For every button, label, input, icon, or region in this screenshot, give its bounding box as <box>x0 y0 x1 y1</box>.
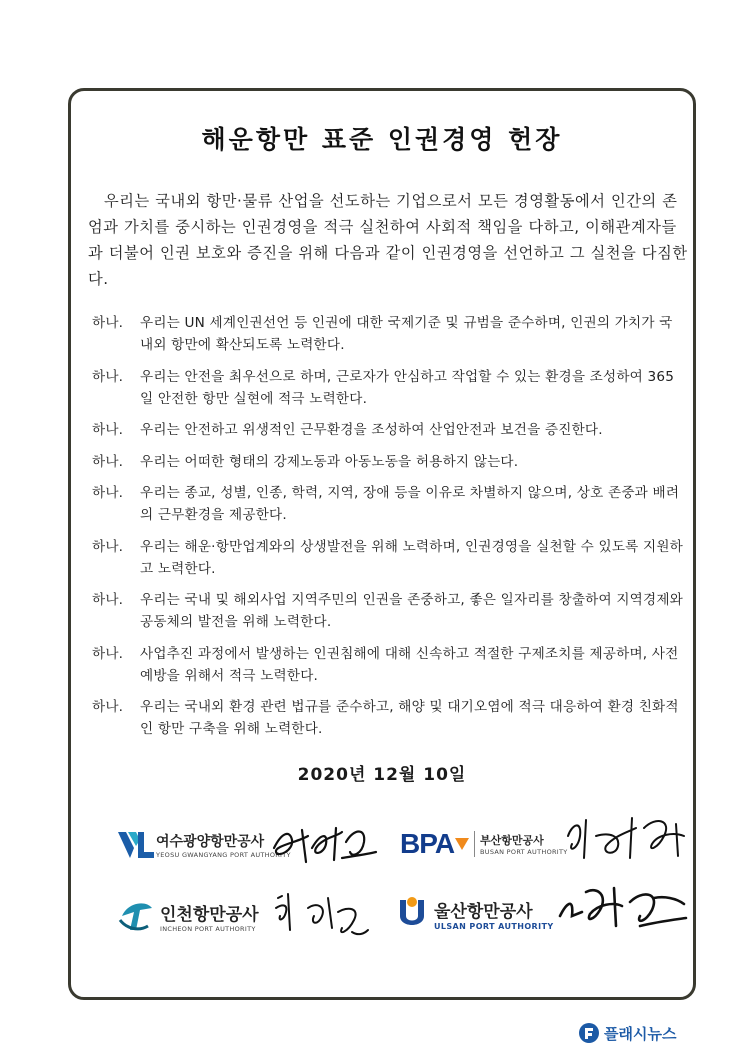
pledge-marker: 하나. <box>92 422 124 438</box>
yeosu-logo-icon <box>118 830 154 860</box>
signature-incheon <box>268 888 372 944</box>
pledge-marker: 하나. <box>92 485 124 501</box>
ulsan-logo-icon <box>396 894 428 934</box>
declaration-date: 2020년 12월 10일 <box>297 765 467 785</box>
bpa-name: 부산항만공사 <box>480 834 544 847</box>
bpa-logo <box>400 828 568 860</box>
incheon-name: 인천항만공사 <box>160 904 259 925</box>
incheon-logo <box>118 898 259 934</box>
preamble-text: 우리는 국내외 항만·물류 산업을 선도하는 기업으로서 모든 경영활동에서 인간의 존엄과 가치를 중시하는 인권경영을 적극 실천하여 사회적 책임을 다하고, 이해관계자들과 더불어 인권 보호와 증진을 위해 다음과 같이 인권경영을 선언하고 그 실천을 다짐한다. <box>88 192 688 288</box>
ulsan-name: 울산항만공사 <box>434 902 533 922</box>
pledge-item <box>92 589 684 633</box>
flash-news-logo-icon <box>578 1022 600 1044</box>
pledge-item <box>92 482 684 526</box>
bpa-accent-icon <box>455 836 469 852</box>
pledge-text: 우리는 국내 및 해외사업 지역주민의 인권을 존중하고, 좋은 일자리를 창출하여 지역경제와 공동체의 발전을 위해 노력한다. <box>140 592 683 630</box>
pledge-item <box>92 696 684 740</box>
pledge-item <box>92 419 684 441</box>
pledge-item <box>92 366 684 410</box>
bpa-logo-icon: BPA <box>400 828 455 859</box>
pledge-marker: 하나. <box>92 368 124 385</box>
pledge-text: 우리는 안전하고 위생적인 근무환경을 조성하여 산업안전과 보건을 증진한다. <box>140 422 603 438</box>
yeosu-logo <box>118 830 291 860</box>
pledge-text: 우리는 해운·항만업계와의 상생발전을 위해 노력하며, 인권경영을 실천할 수 있도록 지원하고 노력한다. <box>140 538 683 577</box>
pledge-text: 우리는 종교, 성별, 인종, 학력, 지역, 장애 등을 이유로 차별하지 않으며, 상호 존중과 배려의 근무환경을 제공한다. <box>140 485 680 523</box>
pledge-text: 우리는 국내외 환경 관련 법규를 준수하고, 해양 및 대기오염에 적극 대응하여 환경 친화적인 항만 구축을 위해 노력한다. <box>140 699 679 737</box>
signature-busan <box>562 806 694 866</box>
pledge-text: 우리는 안전을 최우선으로 하며, 근로자가 안심하고 작업할 수 있는 환경을 조성하여 365일 안전한 항만 실현에 적극 노력한다. <box>140 368 675 407</box>
flash-news-brand: 플래시뉴스 <box>604 1024 677 1043</box>
ulsan-logo <box>396 894 554 934</box>
pledge-marker: 하나. <box>92 645 124 662</box>
yeosu-name-en: YEOSU GWANGYANG PORT AUTHORITY <box>156 851 291 859</box>
pledge-text: 우리는 어떠한 형태의 강제노동과 아동노동을 허용하지 않는다. <box>140 453 519 470</box>
pledge-marker: 하나. <box>92 453 124 470</box>
page-title: 해운항만 표준 인권경영 헌장 <box>201 125 563 154</box>
incheon-logo-icon <box>118 898 156 934</box>
ulsan-name-en: ULSAN PORT AUTHORITY <box>434 922 554 931</box>
pledge-marker: 하나. <box>92 699 124 715</box>
pledge-marker: 하나. <box>92 538 124 555</box>
pledge-item <box>92 312 684 356</box>
bpa-name-en: BUSAN PORT AUTHORITY <box>480 848 568 856</box>
yeosu-name: 여수광양항만공사 <box>156 834 265 850</box>
pledge-marker: 하나. <box>92 315 124 331</box>
signature-yeosu <box>268 818 380 868</box>
pledge-text: 우리는 UN 세계인권선언 등 인권에 대한 국제기준 및 규범을 준수하며, 인권의 가치가 국내외 항만에 확산되도록 노력한다. <box>140 315 673 353</box>
pledge-item <box>92 536 684 580</box>
signature-ulsan <box>552 876 692 936</box>
pledge-item <box>92 451 684 473</box>
pledge-marker: 하나. <box>92 592 124 608</box>
pledge-text: 사업추진 과정에서 발생하는 인권침해에 대해 신속하고 적절한 구제조치를 제공하며, 사전예방을 위해서 적극 노력한다. <box>140 645 679 684</box>
flash-news-logo <box>578 1022 676 1044</box>
incheon-name-en: INCHEON PORT AUTHORITY <box>160 924 256 933</box>
preamble <box>88 188 688 292</box>
pledge-item <box>92 643 684 687</box>
pledge-list <box>92 312 684 750</box>
